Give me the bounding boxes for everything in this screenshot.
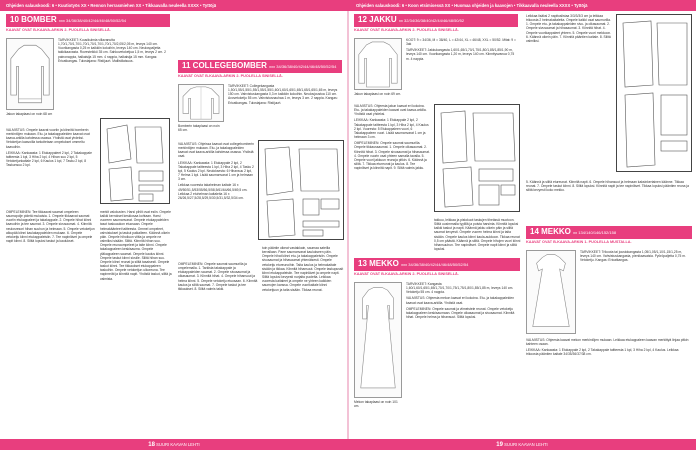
sizes-note-12: KOOT: 9 = 34/36, M = 38/40, L = 42/44, XL = 46/48, XXL = 50/52. Mitat: 9 = 3ak [406, 38, 516, 47]
pattern-diagram-11 [258, 140, 344, 240]
supplies-11: TARVIKKEET: Collegekangasta 1,50/1,55/1,55/1,55/1,55/1,55/1,60/1,60/1,65/1,65/1,65/1,65/1,65 m, leveys 150 cm. Vahvistuskangasta 0,3 m kaikkiin kokoihin. Neulosjoustoa 110 cm. Avovetoketju 55 cm. Vahvistusnauhaa 1 m, leveys 3 cm. 2 nappia. Kangas: Ericatkangas. Tulostajana: Ristijuurt. [228, 84, 338, 105]
section-caption-12: Jakun takaplaasi on noin 69 cm. [354, 92, 402, 96]
instructions-right-mid: 5. Käännä ja silitä etureunat. Kiinnitä napit. 6. Ompele hihansuut ja helmaan kaksinkertainen käänne. Tikkaa reunat. 7. Ompele taskut kiinni. 8. Silitä lopuksi. Kiinnitä napit ja tee napinlävet. Tikkaa lopuksi pääntien reuna ja silitä kevyesti koko mekko. [526, 180, 689, 193]
instructions-12-ohje: OMPELEMINEN: Ompele saumat saumurilla. Ompele tikkaussaumat. 1. Ompele olkasaumat. 2. Kiinnitä hihat. 3. Ompele sivusaumat ja hihasaumat. 4. Ompele vuorin osat yhteen samalla tavalla. 5. Ompele vuori jakkuun reunoja pitkin. 6. Käännä ja silitä. 7. Tikkaa etureunat ja kaulus. 8. Tee napinlävet ja kiinnitä napit. 9. Silitä valmis jakku. [354, 141, 430, 171]
instructions-11-ohje: OMPELEMINEN: Ompele saumat saumurilla ja ompelemalla. 1. Tarkista takakappale ja etukappaleiden saumat. 2. Ompele sivusaumat ja olkasaumat. 3. Kiinnitä hihat. 4. Ompele hihansuut ja helma kiinni. 5. Ompele vetoketju etuosaan. 6. Kiinnitä kaulus ja silitä saumat. 7. Ompele taskut ja tee tikkaukset. 8. Silitä valmis takki. [178, 262, 258, 291]
section-sizes-14: xx 134/140/146/152/158 [573, 230, 617, 235]
supplies-12: TARVIKKEET: Jakkukangasta 1,60/1,65/1,70/1,75/1,80/1,85/1,85/1,90 m, leveys 140 cm. Vuorikangasta 1,20 m, leveys 140 cm. Kiinnitysvanua 0,75 m. 4 nappia. [406, 48, 515, 61]
pattern-pieces-12 [435, 105, 521, 213]
instructions-col-11c [262, 246, 344, 294]
instructions-col-right-top [526, 14, 612, 45]
section-sub-12: KAAVAT OVAT B-KAAVA-ARKIN 2. PUOLELLA SINISELLÄ. [354, 28, 459, 32]
section-sizes-12: xx 32/34/36/38/40/42/44/46/48/50/52 [398, 18, 465, 23]
section-title-10: 10 BOMBER [10, 15, 57, 24]
pattern-pieces-14 [617, 15, 693, 173]
instructions-10-ohje: OMPELEMINEN: Tee tikkaavat saumat ompeleen saumapolje pidetä mukaisia. 1. Ompele tikkaavat saumat vuoriin etukappaleet ja takakappale. 2. Ompele hihat kiinni kaavoihin ja tee saumat. 3. Ompele sivusaumat. 4. Kiinnitä neulosresori hihan suuhun ja helmaan. 5. Ompele vetoketjun alkupää kiinni kaulakappaleiden mukaan. 6. Ompele vetoketju kiinni etukappaleisiin. 7. Tee napinlävet ja ompele napit kiinni. 8. Silitä lopuksi taskut ja kaulukset. [6, 210, 95, 244]
instructions-14-valmistus: VALMISTUS: Ohjeesta kaavat mekon merkintöjen mukaan. Leikkaa etukappaleen kaavan merkittyä linjaa pitkin kahteen osaan. [526, 338, 689, 347]
section-title-14: 14 MEKKO [530, 227, 571, 236]
instructions-12-col2: takkuu, leikkaa ja pistokuot taskujen tiheässä muotoon. Silitä uusimmalla tyylillä ja poista harsinta. Kiinnitä lopuksi kaikki taskut ja napit. Käännä jakku oikein päin ja silitä saumat kevyesti. Ompele vuoren helma kiinni ja taita sisään. Ompele kaulus kiinni kaula-aukkoon. Tikkaa reunat 0,5 cm päästä. Käännä ja silitä. Ompele hihojen vuori kiinni hihansuuhun. Tee napinlävet. Ompele napit kiinni ja silitä lopuksi. [434, 218, 521, 252]
pattern-diagram-14 [616, 14, 692, 172]
section-sizes-11: xxx 34/36/38/40/42/44/46/48/50/52/54 [269, 64, 337, 69]
section-caption-13: Mekon takaplaasi on noin 101 cm. [354, 400, 398, 409]
mekko-sketch [354, 282, 402, 398]
instructions-col-10c [100, 210, 172, 283]
collegebomber-sketch [178, 84, 224, 122]
section-sub-11: KAAVAT OVAT B-KAAVA-ARKIN 2. PUOLELLA SINISELLÄ. [178, 74, 283, 78]
supplies-14: TARVIKKEET: Trikoota tai joustokangasta 1,05/1,05/1,10/1,15/1,25 m, leveys 140 cm. Vahvistuskangasta, pienikaavaisia. Pyöröpaljetta 0,75 m. Vetoketju. Kangas: Ericatkangas. [580, 250, 686, 263]
section-sizes-10: xxx 34/36/38/40/42/44/46/48/50/52/54 [58, 18, 127, 23]
instructions-10-valmistus: VALMISTUS: Ompele kaavat vuoriin ja kiinnitä bomberin merkintöjen mukaan. Etu- ja takakappaleiden kaavat ovat kaava-arkilla kahdessa osassa. Yhdistä osat yhdeksi. Vetoketjun kaavoilla tarkoitetaan ompelukset ommeltu kaavoihin. [6, 128, 90, 149]
bomber-back-sketch [6, 38, 54, 110]
section-caption-11: Bomberin takaplaasi on noin 65 cm. [178, 124, 220, 133]
bottom-banner [0, 439, 696, 450]
section-caption-10: Jakun takaplaasi on noin 68 cm [6, 112, 53, 116]
section-sub-13: KAAVAT OVAT B-KAAVA-ARKIN 2. PUOLELLA SINISELLÄ. [354, 272, 459, 276]
instructions-11-leikkaa2: Leikkaa vuoresta takahelman kaitale 16 x 49/50/51,5/53/55/56,5/58,5/61/64/66,5/69,5 cm. Leikkaa 2 etuhelman kaitaleita 16 x 26/26,5/27,5/28,5/29,5/30,5/31,5/32,5/34 cm. [178, 183, 248, 200]
page-number-left: 18 [148, 442, 155, 448]
page-spine [347, 11, 349, 439]
top-banner [0, 0, 696, 11]
section-header-14 [526, 226, 692, 239]
section-sub-10: KAAVAT OVAT B-KAAVA-ARKIN 2. PUOLELLA SINISELLÄ. [6, 28, 111, 32]
instructions-11-col2: tuin pääntie oikeat vastakkain, saumaa sateilla kerrallaan. Pane saumanvarat kaulukseen päin. Ompele hihat kiinni etu- ja takakappaleisiin. Ompele sivusaumat ja hihasaumat yhtenäisesti. Ompele vetoketju etureunoihin. Taita kaulus ja helmakaitale sisään ja tikkaa. Kiinnitä hihansuut. Ompele taskupussit kiinni etukappaleisiin. Tee napinlävet ja ompele napit. Silitä lopuksi kevyesti nurjalta puolelta. Leikkaa vuoresta kaitaleet ja ompele ne yhteen kaikkien saumojen kanssa. Ompele vuorikaitale kiinni vetoketjuun ja taita sisään. Tikkaa reunat. [262, 246, 344, 292]
bottom-right [348, 439, 696, 450]
footer-left-text: SUURI KAAVAN LEHTI [156, 442, 200, 447]
instructions-12-leikkaa: LEIKKAA: Kankaasta: 1 Etukappale 2 kpl, 2 Takakappale taitteesta 1 kpl, 3 Hiha 2 kpl, 4 Kaulus 2 kpl. Vuoresta: 5 Etukappaleen vuori, 6 Takakappaleen vuori. Lisää saumanvarat 1 cm ja helmaan 3 cm. [354, 118, 429, 140]
instructions-11-valmistus: VALMISTUS: Ohjeissa kaavat ovat collegebomberin merkintöjen mukaan. Etu- ja takakappaleiden kaavat ovat kaava-arkilla kahdessa osassa. Yhdistä osat. [178, 142, 254, 159]
section-title-13: 13 MEKKO [358, 259, 399, 268]
instructions-13-valmistus: VALMISTUS: Ohjeesta mekon kaavat eri kokoina. Etu- ja takakappaleiden kaavat ovat kaava-arkilla. Yhdistä osat. [406, 296, 515, 305]
section-header-12 [354, 14, 518, 27]
instructions-col-10b [6, 210, 96, 245]
instructions-col-13 [406, 282, 522, 321]
instructions-col-11b [178, 262, 258, 293]
instructions-14-leikkaa: LEIKKAA: Kankaasta: 1 Etukappale 2 kpl, 2 Takakappale taitteesta 1 kpl, 3 Hiha 2 kpl, 4 Kaulus. Leikkaa trikoosta pääntien kaitale 34/35/36/37/38 cm. [526, 348, 679, 357]
top-banner-left: Ohjeiden salauskoodi: 6 • Kuutiotyös XX • Rennon herrasmiehen XX • Tikkaavalla neuleella XXXX • Tyttöjä [6, 3, 217, 8]
instructions-col-12a [354, 104, 430, 172]
section-header-13 [354, 258, 520, 271]
supplies-13: TARVIKKEET: Kangasta 1,60/1,60/1,65/1,65/1,70/1,70/1,75/1,75/1,80/1,85/1,85 m, leveys 140 cm. Vetoketju 55 cm. 4 nappia. [406, 282, 514, 295]
jakku-sketch [354, 38, 402, 90]
supplies-text-14 [580, 250, 690, 264]
instructions-12-valmistus: VALMISTUS: Ohjeesta jakun kaavat eri kokoina. Etu- ja takakappaleiden kaavat ovat kaava-arkilla. Yhdistä osat yhdeksi. [354, 104, 427, 117]
instructions-col-11a [178, 142, 254, 202]
section-sub-14: KAAVAT OVAT B-KAAVA-ARKIN 1. PUOLELLA MUSTALLA. [526, 240, 632, 244]
section-header-10 [6, 14, 170, 27]
instructions-col-right-mid [526, 180, 690, 194]
instructions-10-leikkaa: LEIKKAA: Kankaasta: 1 Etukappaleet 2 kpl, 2 Takakappale taitteesta 1 kpl, 3 Hiha 2 kpl, 4 Hihan suu 2 kpl, 5 Vetoketjunkaitale 2 kpl, 6 Kaulus 1 kpl, 7 Tasku 2 kpl, 8 Taskunsuu 2 kpl. [6, 150, 92, 168]
pattern-diagram-12 [434, 104, 520, 212]
page-number-right: 19 [496, 442, 503, 448]
footer-right-text: SUURI KAAVAN LEHTI [504, 442, 548, 447]
pattern-pieces-11 [259, 141, 345, 241]
pattern-diagram-10 [100, 118, 170, 204]
supplies-text-12 [406, 38, 518, 63]
instructions-col-10a [6, 128, 96, 169]
instructions-13-ohje: OMPELEMINEN: Ompele saumat ja viimeistele reunat. Ompele vetoketju takakappaleen keskisaumaan. Ompele olkasaumat ja sivusaumat. Kiinnitä hihat. Ompele helma ja hihansuut. Silitä lopuksi. [406, 306, 515, 320]
supplies-text-10 [58, 38, 170, 65]
instructions-11-leikkaa: LEIKKAA: Kankaasta: 1 Etukappale 2 kpl, 2 Takakappale taitteesta 1 kpl, 3 Hiha 2 kpl, 4 Tasku 2 kpl, 5 Kaulus 2 kpl. Neuloksesta: 6 Hihansuu 2 kpl, 7 Helma 1 kpl. Lisää saumanvarat 1 cm ja helmaan 3 cm. [178, 160, 254, 182]
mekko14-sketch [526, 250, 576, 334]
instructions-col-12b [434, 218, 522, 253]
section-title-12: 12 JAKKU [358, 15, 397, 24]
supplies-text-11 [228, 84, 342, 107]
bottom-left [0, 439, 348, 450]
instructions-10-col3: merkit valokuvien. Harsi pihlit ovat esiin. Ompele kaikki kerrokset keskiosaa kohtaan. Harsi vuoreen saumanvarat. Ompele etukappaleiden tasot taskuaukon etuosaan. Ompele helmakäänteet taitteesta. Ommel ompeleet, vahvistukset ja taskut paikalleen. Käännä oikein päin. Ompele hihoiluun viitta ja ompele ne valmiiksi sisään. Silitä. Kiinnitä hihan suu. Ompele reunaompeleet ja taite kiinni. Ompele takakappaleen keskisauma. Ompele yläkappaleen saumat. Ompele kaulus kiinni. Ompele taskut kiinni sivulle. Silitä hihan suu. Ompele kiinni reunat ja silitä tasaisesti. Ompele taskut kiinni. Tee tikkaukset etukappaleen taskuihin. Ompele vetoketjun ulkoreuna. Tee napinreiät ja kiinnitä napit. Yhdistä taskut, silitä ja valmista. [100, 210, 172, 281]
instructions-right-top: Leikkaa lisäksi 2 napituslistaa 3/3/3/3/3 cm ja leikkaa trikoosta 2 helmakaitaletta. Ompele kaikki osat saumurilla. 1. Ompele etu- ja takakappaleiden sivu- ja olkasaumat. 2. Ompele sivusaumat ja hihasaumat. 3. Kiinnitä hihat. 4. Ompele vuorikappaleet yhteen. 5. Ompele vuori mekkoon. 6. Käännä oikein päin. 7. Kiinnitä pääntien kaitale. 8. Silitä valmiiksi. [526, 14, 612, 43]
top-banner-right: Ohjeiden salauskoodi: 6 • Koon etsimisessä XX • Huomaa ohjeiden ja kaavojen • Tikkaavalla neuleella XXXX • Tyttöjä [356, 3, 588, 8]
section-title-11: 11 COLLEGEBOMBER [182, 61, 267, 70]
pattern-pieces-10 [101, 119, 171, 205]
supplies-10: TARVIKKEET: Kuusikulmia villavanutta 1,70/1,70/1,70/1,70/1,70/1,70/1,70/1,70/2,05/2,05 m, leveys 140 cm. Vuorikangasta 0,25 m kaikkiin kokoihin, leveys 140 cm. Neulospaljetta takkikaavasta. Rovesteikkö 35 cm. Sahkovetoketjua 1,5 m, leveys 2 cm. 2 painonappia, halkaisija 15 mm. 4 nappia, halkaisija 15 mm. Kangas: Ericatkangas. Tulostajana: Ristijuurt. Mallistilaisuus. [58, 38, 166, 63]
section-header-11 [178, 60, 342, 73]
instructions-col-14 [526, 338, 690, 359]
section-sizes-13: xxx 34/36/38/40/42/44/46/48/50/52/54 [401, 262, 469, 267]
